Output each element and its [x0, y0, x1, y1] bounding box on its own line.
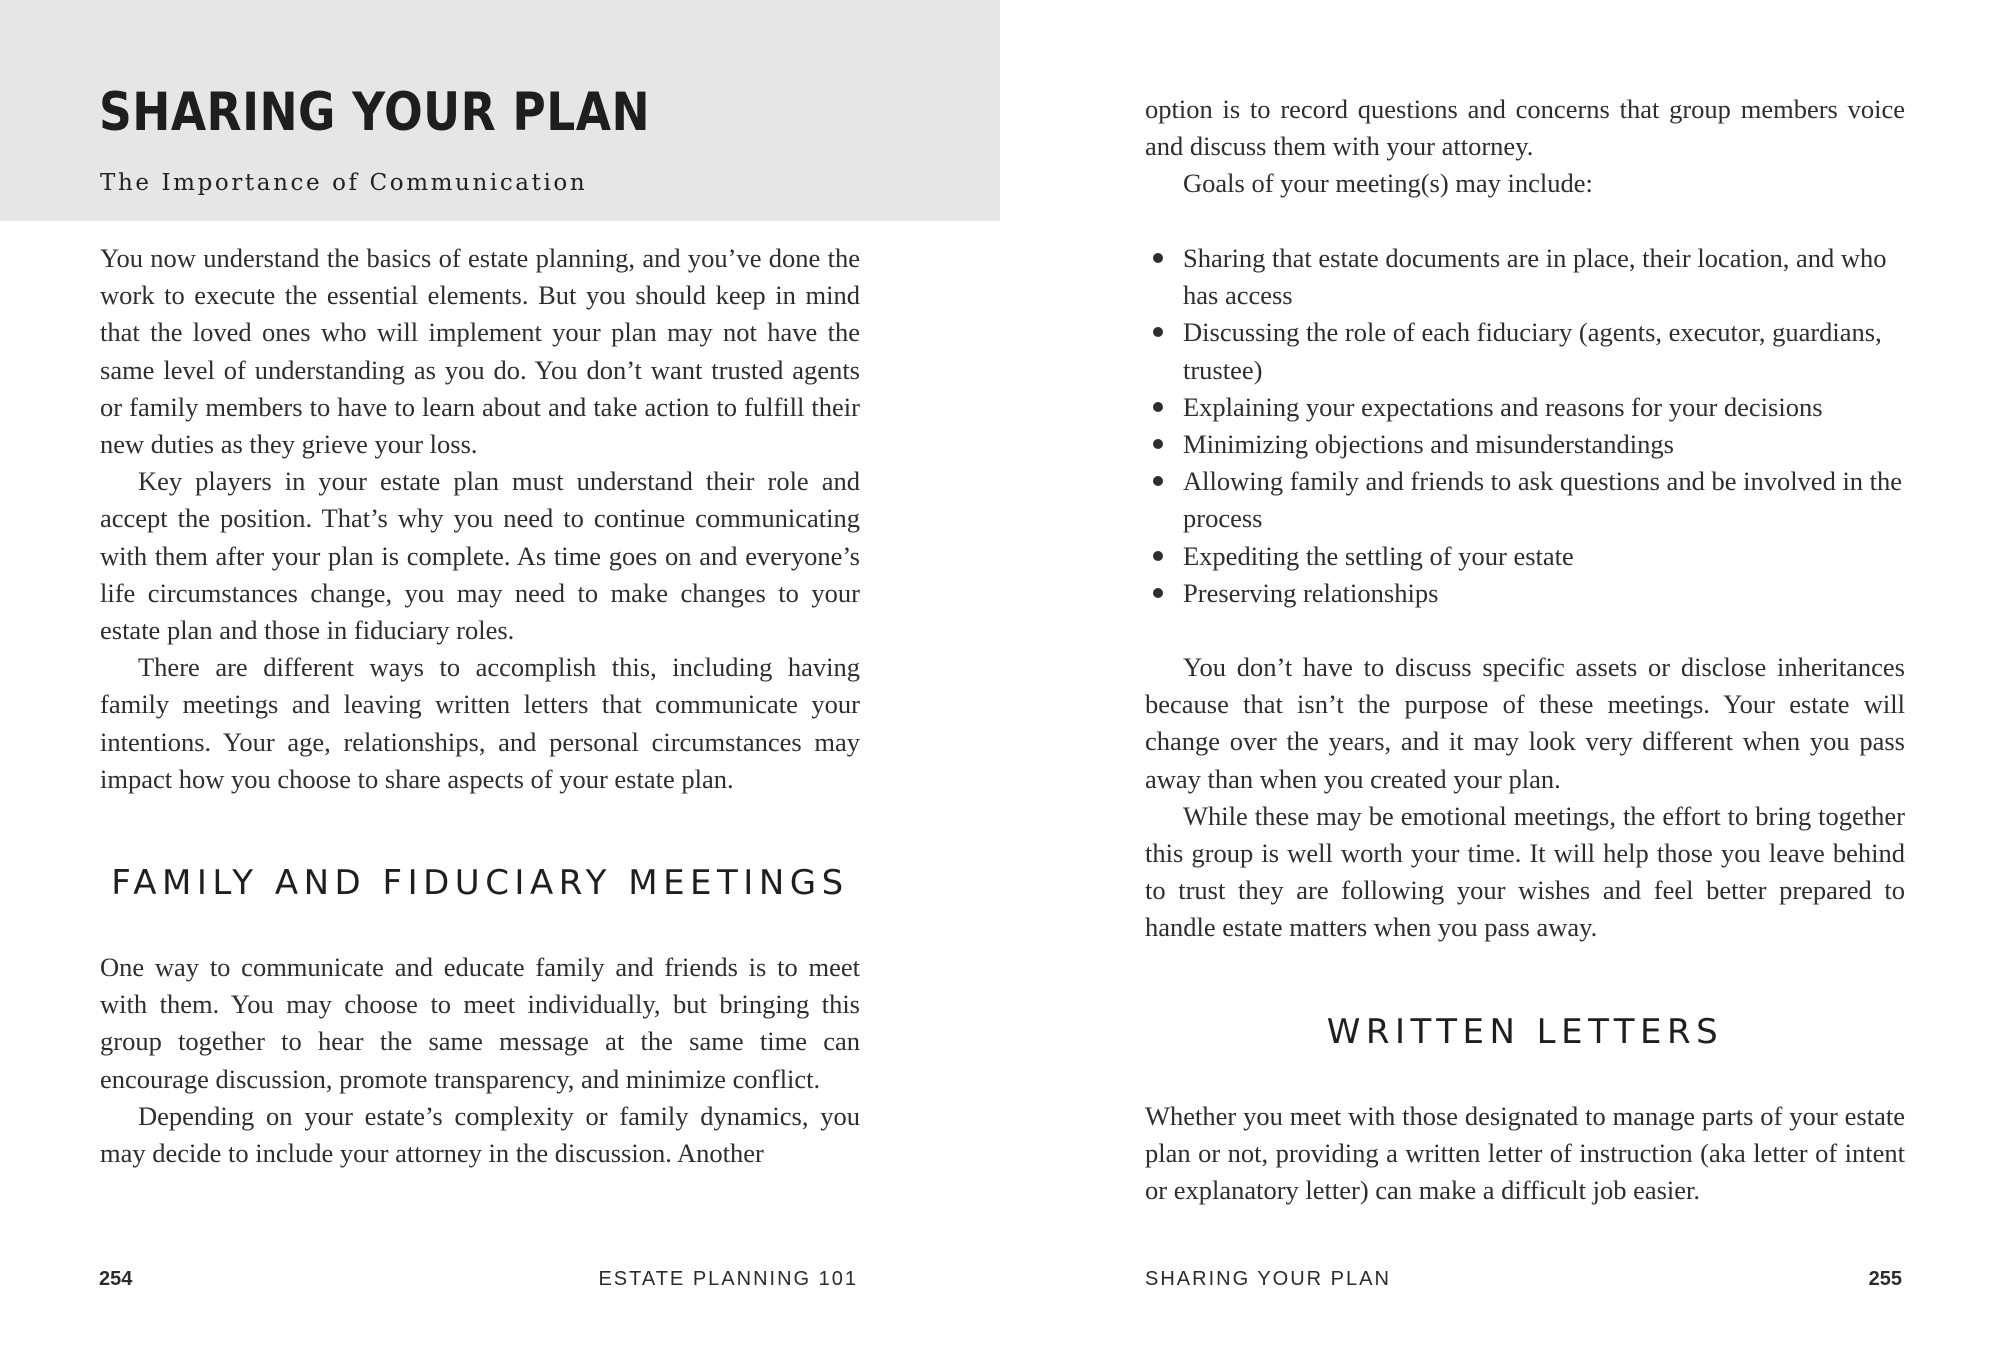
bullet-icon — [1153, 476, 1163, 486]
goal-text: Expediting the settling of your estate — [1183, 540, 1574, 571]
right-running-head: SHARING YOUR PLAN — [1145, 1268, 1391, 1290]
left-running-head: ESTATE PLANNING 101 — [598, 1268, 858, 1290]
right-page-number: 255 — [1868, 1268, 1902, 1290]
right-after-body — [1145, 649, 1905, 947]
right-top-body — [1145, 91, 1905, 203]
goal-text: Preserving relationships — [1183, 577, 1439, 608]
family-meetings-heading: FAMILY AND FIDUCIARY MEETINGS — [111, 863, 849, 903]
written-letters-heading: WRITTEN LETTERS — [1326, 1012, 1724, 1052]
assets-paragraph: You don’t have to discuss specific assets or disclose inheritances because that isn’t the purpose of these meetings. Your estate will change over the years, and it may look very different when you pass away than when you created your plan. — [1145, 652, 1905, 794]
goals-intro: Goals of your meeting(s) may include: — [1183, 168, 1593, 199]
intro-body — [100, 240, 860, 798]
left-page-number: 254 — [99, 1268, 133, 1290]
list-item — [1145, 240, 1905, 314]
chapter-subtitle: The Importance of Communication — [100, 170, 588, 196]
chapter-header-band — [0, 0, 1000, 221]
written-letters-body — [1145, 1098, 1905, 1210]
goal-text: Allowing family and friends to ask questions and be involved in the process — [1183, 466, 1903, 534]
bullet-icon — [1153, 402, 1163, 412]
family-meetings-heading-wrap — [100, 865, 860, 902]
bullet-icon — [1153, 439, 1163, 449]
intro-paragraph-2: Key players in your estate plan must understand their role and accept the position. That’s why you need to continue communicating with them after your plan is complete. As time goes on and everyone’s life circumstances change, you may need to make changes to your estate plan and those in fiduciary roles. — [100, 466, 860, 646]
list-item — [1145, 426, 1905, 463]
list-item — [1145, 538, 1905, 575]
bullet-icon — [1153, 588, 1163, 598]
intro-paragraph-3: There are different ways to accomplish this, including having family meetings and leaving written letters that communicate your intentions. Your age, relationships, and personal circumstances may impact how you choose to share aspects of your estate plan. — [100, 652, 860, 794]
meetings-paragraph-2: Depending on your estate’s complexity or family dynamics, you may decide to include your attorney in the discussion. Another — [100, 1100, 860, 1169]
goals-list — [1145, 240, 1905, 612]
right-page — [1000, 0, 2000, 1357]
goal-text: Sharing that estate documents are in place, their location, and who has access — [1183, 243, 1887, 311]
chapter-title: SHARING YOUR PLAN — [99, 82, 651, 143]
emotional-paragraph: While these may be emotional meetings, the effort to bring together this group is well worth your time. It will help those you leave behind to trust they are following your wishes and feel better prepared to handle estate matters when you pass away. — [1145, 800, 1905, 943]
meetings-paragraph-1: One way to communicate and educate family and friends is to meet with them. You may choose to meet individually, but bringing this group together to hear the same message at the same time can encourage discussion, promote transparency, and minimize conflict. — [100, 952, 860, 1094]
intro-paragraph-1: You now understand the basics of estate planning, and you’ve done the work to execute the essential elements. But you should keep in mind that the loved ones who will implement your plan may not have the same level of understanding as you do. You don’t want trusted agents or family members to have to learn about and take action to fulfill their new duties as they grieve your loss. — [100, 243, 860, 460]
goal-text: Discussing the role of each fiduciary (agents, executor, guardians, trustee) — [1183, 317, 1882, 385]
goal-text: Minimizing objections and misunderstandings — [1183, 429, 1674, 460]
letters-paragraph: Whether you meet with those designated to manage parts of your estate plan or not, providing a written letter of instruction (aka letter of intent or explanatory letter) can make a difficult job easier. — [1145, 1101, 1905, 1206]
goals-list-wrap — [1145, 240, 1905, 612]
bullet-icon — [1153, 253, 1163, 263]
bullet-icon — [1153, 327, 1163, 337]
bullet-icon — [1153, 551, 1163, 561]
list-item — [1145, 575, 1905, 612]
list-item — [1145, 463, 1905, 537]
family-meetings-body — [100, 949, 860, 1172]
list-item — [1145, 314, 1905, 388]
goal-text: Explaining your expectations and reasons for your decisions — [1183, 391, 1823, 422]
continued-paragraph: option is to record questions and concerns that group members voice and discuss them with your attorney. — [1145, 94, 1905, 162]
list-item — [1145, 389, 1905, 426]
written-letters-heading-wrap — [1145, 1014, 1905, 1051]
